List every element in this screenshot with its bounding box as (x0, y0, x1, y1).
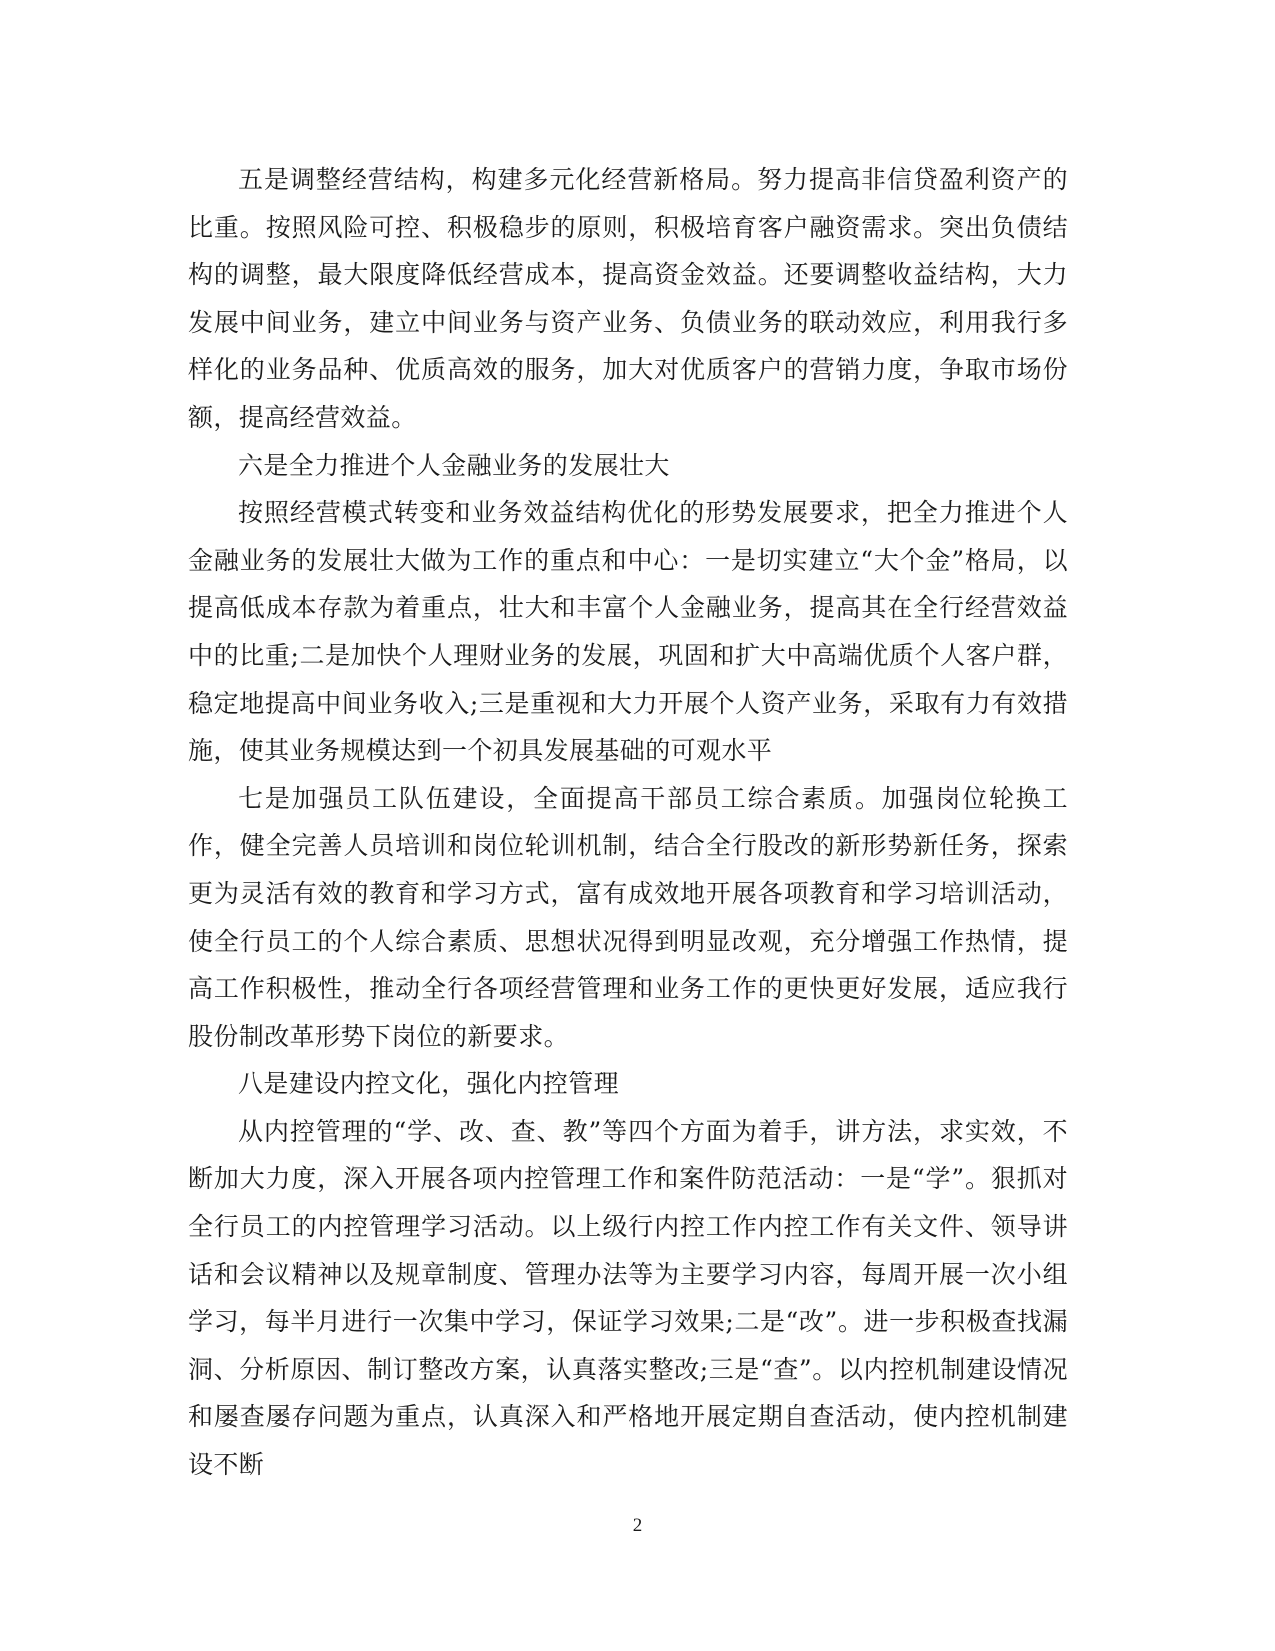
page-number: 2 (632, 1515, 643, 1536)
paragraph-internal-control: 从内控管理的“学、改、查、教”等四个方面为着手，讲方法，求实效，不断加大力度，深入开展各项内控管理工作和案件防范活动：一是“学”。狠抓对全行员工的内控管理学习活动。以上级行内控工作内控工作有关文件、领导讲话和会议精神以及规章制度、管理办法等为主要学习内容，每周开展一次小组学习，每半月进行一次集中学习，保证学习效果;二是“改”。进一步积极查找漏洞、分析原因、制订整改方案，认真落实整改;三是“查”。以内控机制建设情况和屡查屡存问题为重点，认真深入和严格地开展定期自查活动，使内控机制建设不断 (188, 1116, 1068, 1480)
heading-internal-control: 八是建设内控文化，强化内控管理 (238, 1069, 620, 1099)
paragraph-staff-building: 七是加强员工队伍建设，全面提高干部员工综合素质。加强岗位轮换工作，健全完善人员培训和岗位轮训机制，结合全行股改的新形势新任务，探索更为灵活有效的教育和学习方式，富有成效地开展各项教育和学习培训活动，使全行员工的个人综合素质、思想状况得到明显改观，充分增强工作热情，提高工作积极性，推动全行各项经营管理和业务工作的更快更好发展，适应我行股份制改革形势下岗位的新要求。 (188, 783, 1068, 1051)
document-body (188, 156, 1068, 1489)
paragraph-personal-finance: 按照经营模式转变和业务效益结构优化的形势发展要求，把全力推进个人金融业务的发展壮大做为工作的重点和中心：一是切实建立“大个金”格局，以提高低成本存款为着重点，壮大和丰富个人金融业务，提高其在全行经营效益中的比重;二是加快个人理财业务的发展，巩固和扩大中高端优质个人客户群，稳定地提高中间业务收入;三是重视和大力开展个人资产业务，采取有力有效措施，使其业务规模达到一个初具发展基础的可观水平 (188, 498, 1068, 766)
paragraph-business-structure: 五是调整经营结构，构建多元化经营新格局。努力提高非信贷盈利资产的比重。按照风险可控、积极稳步的原则，积极培育客户融资需求。突出负债结构的调整，最大限度降低经营成本，提高资金效益。还要调整收益结构，大力发展中间业务，建立中间业务与资产业务、负债业务的联动效应，利用我行多样化的业务品种、优质高效的服务，加大对优质客户的营销力度，争取市场份额，提高经营效益。 (188, 165, 1068, 432)
heading-personal-finance: 六是全力推进个人金融业务的发展壮大 (238, 450, 670, 480)
